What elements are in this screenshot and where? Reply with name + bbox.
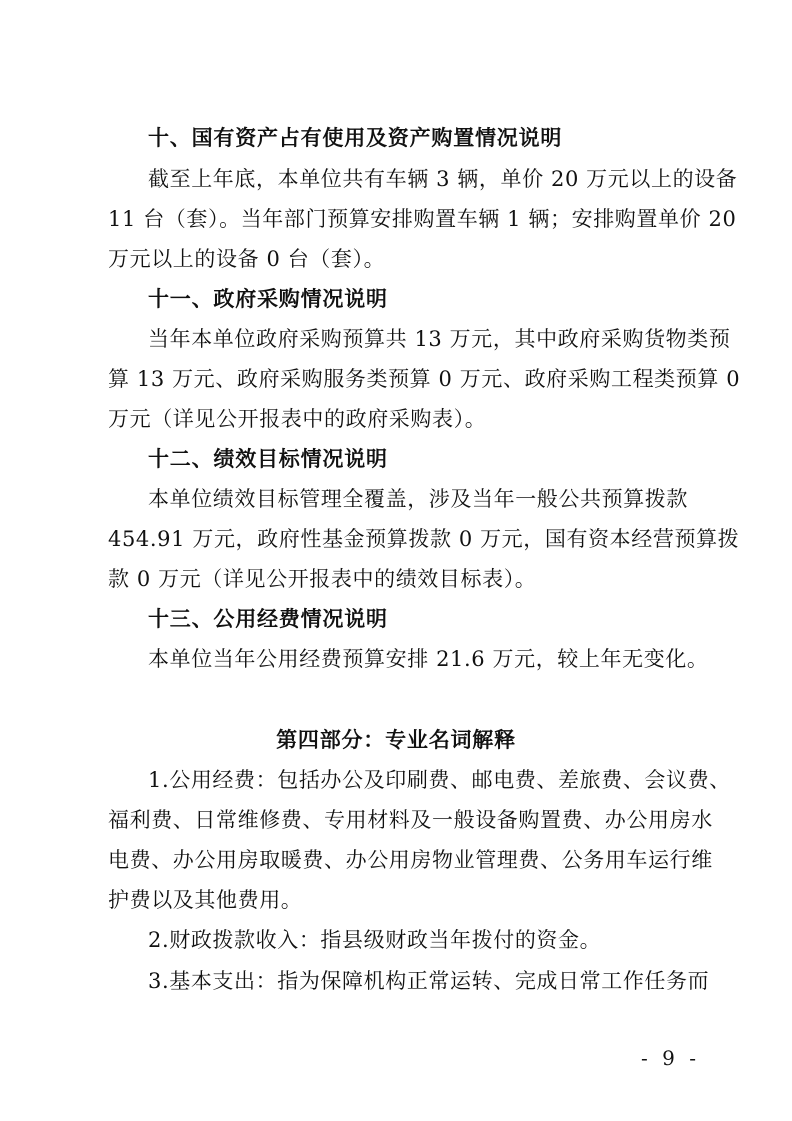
term-2-line: 2.财政拨款收入：指县级财政当年拨付的资金。 bbox=[148, 928, 602, 952]
section-13-line-1: 本单位当年公用经费预算安排 21.6 万元，较上年无变化。 bbox=[148, 647, 709, 671]
term-1-line-3: 电费、办公用房取暖费、办公用房物业管理费、公务用车运行维 bbox=[108, 848, 713, 872]
section-10-line-3: 万元以上的设备 0 台（套）。 bbox=[108, 247, 386, 271]
section-12-heading: 十二、绩效目标情况说明 bbox=[148, 447, 388, 471]
section-11-line-3: 万元（详见公开报表中的政府采购表）。 bbox=[108, 407, 487, 431]
term-1-line-2: 福利费、日常维修费、专用材料及一般设备购置费、办公用房水 bbox=[108, 808, 713, 832]
term-1-line-1: 1.公用经费：包括办公及印刷费、邮电费、差旅费、会议费、 bbox=[148, 768, 731, 792]
part-4-title: 第四部分：专业名词解释 bbox=[276, 728, 516, 752]
term-1-line-4: 护费以及其他费用。 bbox=[108, 888, 303, 912]
section-10-line-2: 11 台（套）。当年部门预算安排购置车辆 1 辆；安排购置单价 20 bbox=[108, 207, 737, 231]
section-10-line-1: 截至上年底，本单位共有车辆 3 辆，单价 20 万元以上的设备 bbox=[148, 167, 738, 191]
section-11-line-2: 算 13 万元、政府采购服务类预算 0 万元、政府采购工程类预算 0 bbox=[108, 367, 741, 391]
section-11-line-1: 当年本单位政府采购预算共 13 万元，其中政府采购货物类预 bbox=[148, 327, 731, 351]
section-12-line-3: 款 0 万元（详见公开报表中的绩效目标表）。 bbox=[108, 567, 537, 591]
section-11-heading: 十一、政府采购情况说明 bbox=[148, 287, 388, 311]
term-3-line: 3.基本支出：指为保障机构正常运转、完成日常工作任务而 bbox=[148, 969, 710, 993]
page-number: - 9 - bbox=[641, 1046, 700, 1070]
section-13-heading: 十三、公用经费情况说明 bbox=[148, 607, 388, 631]
section-12-line-1: 本单位绩效目标管理全覆盖，涉及当年一般公共预算拨款 bbox=[148, 487, 688, 511]
section-12-line-2: 454.91 万元，政府性基金预算拨款 0 万元，国有资本经营预算拨 bbox=[108, 527, 740, 551]
section-10-heading: 十、国有资产占有使用及资产购置情况说明 bbox=[148, 126, 563, 150]
